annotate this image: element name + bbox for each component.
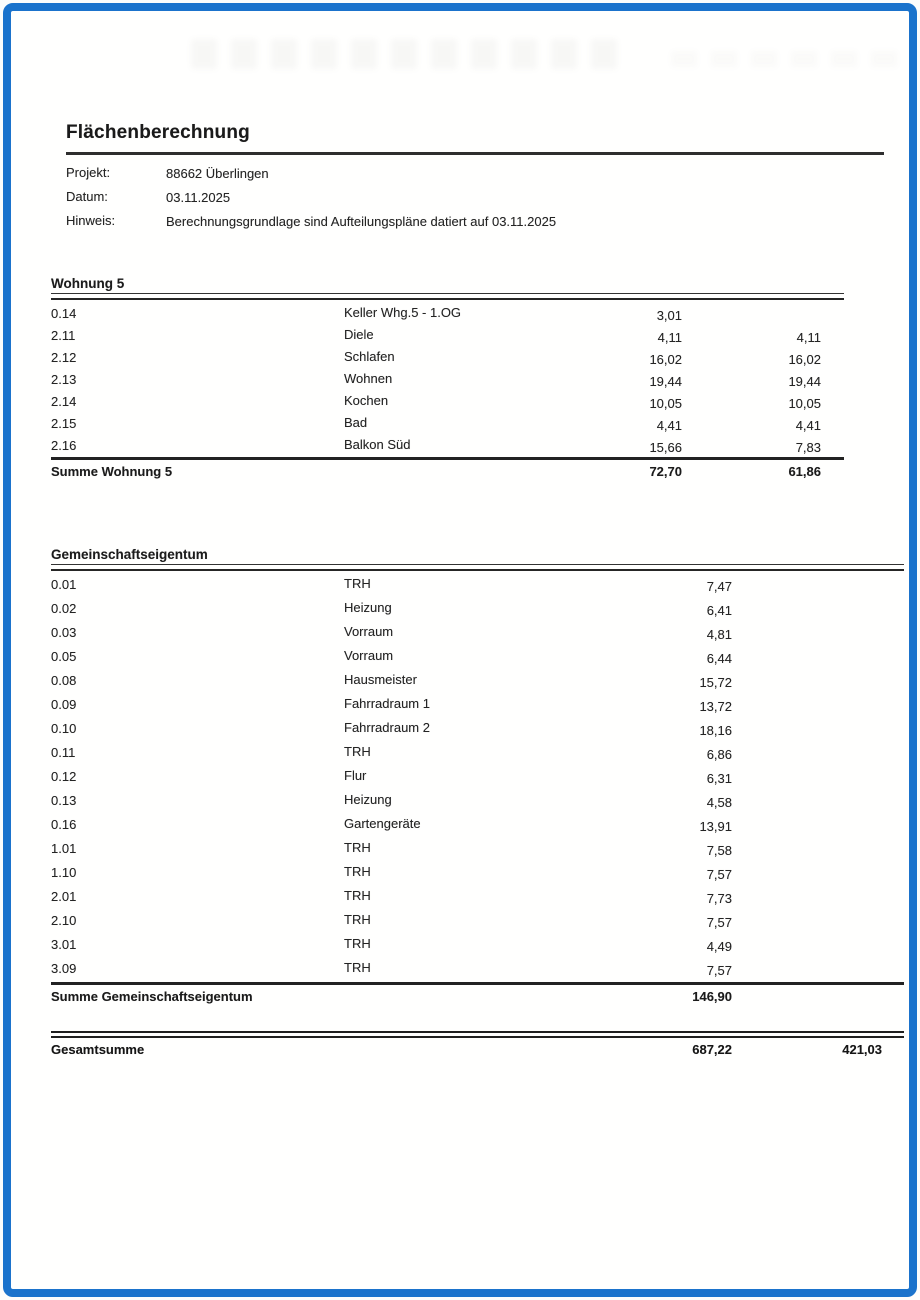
- area-value: 4,58: [706, 795, 732, 810]
- table-row: [51, 814, 882, 838]
- room-name: Gartengeräte: [344, 816, 421, 831]
- room-number: 0.10: [51, 721, 77, 736]
- table-row: [51, 886, 882, 910]
- room-number: 0.01: [51, 577, 77, 592]
- room-number: 0.11: [51, 745, 76, 760]
- table-row: [51, 742, 882, 766]
- meta-value: Berechnungsgrundlage sind Aufteilungspläne datiert auf 03.11.2025: [166, 214, 557, 229]
- room-name: Balkon Süd: [344, 437, 411, 452]
- area-value: 6,44: [706, 651, 732, 666]
- area-value: 4,11: [657, 330, 682, 345]
- meta-label: Hinweis:: [66, 213, 116, 228]
- area-value: 6,31: [706, 771, 732, 786]
- summary-row: [51, 985, 882, 1007]
- table-row: [51, 622, 882, 646]
- area-value: 7,47: [706, 579, 732, 594]
- room-number: 1.10: [51, 865, 77, 880]
- room-number: 0.05: [51, 649, 77, 664]
- table-row: [51, 838, 882, 862]
- page-title: Flächenberechnung: [66, 122, 250, 143]
- room-number: 0.14: [51, 306, 77, 321]
- area-value-living: 16,02: [788, 352, 821, 367]
- table-row: [51, 391, 882, 413]
- area-value: 18,16: [699, 723, 732, 738]
- area-value: 7,73: [706, 891, 732, 906]
- room-name: Flur: [344, 768, 367, 783]
- room-name: Bad: [344, 415, 368, 430]
- room-name: TRH: [344, 576, 371, 591]
- meta-row: [66, 210, 886, 234]
- table-row: [51, 910, 882, 934]
- area-value: 4,81: [706, 627, 732, 642]
- table-row: [51, 435, 882, 457]
- room-number: 2.11: [51, 328, 76, 343]
- meta-block: [66, 162, 886, 234]
- area-value: 15,66: [649, 440, 682, 455]
- area-value: 7,58: [706, 843, 732, 858]
- table-row: [51, 718, 882, 742]
- table-top-rule: [51, 569, 904, 572]
- room-name: TRH: [344, 864, 371, 879]
- area-value: 4,49: [706, 939, 732, 954]
- meta-value: 03.11.2025: [166, 190, 231, 205]
- room-number: 2.12: [51, 350, 77, 365]
- room-number: 0.08: [51, 673, 77, 688]
- area-value: 7,57: [706, 963, 732, 978]
- room-name: TRH: [344, 744, 371, 759]
- table-row: [51, 369, 882, 391]
- room-number: 2.10: [51, 913, 77, 928]
- title-rule: [66, 152, 884, 155]
- room-number: 2.14: [51, 394, 77, 409]
- table-row: [51, 646, 882, 670]
- table-top-rule: [51, 298, 844, 301]
- room-name: TRH: [344, 888, 371, 903]
- summary-total: 146,90: [692, 988, 732, 1004]
- room-number: 3.01: [51, 937, 77, 952]
- grand-total-value-living: 421,03: [842, 1041, 882, 1057]
- area-value-living: 10,05: [788, 396, 821, 411]
- area-value: 13,91: [699, 819, 732, 834]
- section-gemeinschaftseigentum: [51, 547, 882, 1007]
- room-name: Diele: [344, 327, 374, 342]
- area-value: 4,41: [656, 418, 682, 433]
- room-name: Fahrradraum 1: [344, 696, 430, 711]
- room-number: 3.09: [51, 961, 77, 976]
- room-number: 2.15: [51, 416, 77, 431]
- area-value: 6,86: [706, 747, 732, 762]
- room-number: 0.02: [51, 601, 77, 616]
- summary-total-living: 61,86: [788, 463, 821, 479]
- grand-total: [51, 1031, 882, 1060]
- area-value-living: 19,44: [788, 374, 821, 389]
- section-wohnung-5: [51, 276, 882, 482]
- room-number: 0.03: [51, 625, 77, 640]
- room-name: Kochen: [344, 393, 389, 408]
- room-name: TRH: [344, 960, 371, 975]
- room-name: TRH: [344, 912, 371, 927]
- table-row: [51, 325, 882, 347]
- table-rows: [51, 574, 882, 982]
- area-value: 16,02: [649, 352, 682, 367]
- room-name: Fahrradraum 2: [344, 720, 430, 735]
- summary-label: Summe Wohnung 5: [51, 463, 173, 479]
- room-name: Hausmeister: [344, 672, 417, 687]
- area-value: 6,41: [706, 603, 732, 618]
- section-title: Wohnung 5: [51, 276, 844, 294]
- table-row: [51, 934, 882, 958]
- room-name: Schlafen: [344, 349, 395, 364]
- table-rows: [51, 303, 882, 457]
- room-number: 0.12: [51, 769, 77, 784]
- scan-artifact: [191, 39, 621, 69]
- grand-total-label: Gesamtsumme: [51, 1041, 145, 1057]
- room-number: 1.01: [51, 841, 77, 856]
- summary-label: Summe Gemeinschaftseigentum: [51, 988, 253, 1004]
- table-row: [51, 694, 882, 718]
- meta-value: 88662 Überlingen: [166, 166, 269, 181]
- summary-row: [51, 460, 882, 482]
- area-value: 13,72: [699, 699, 732, 714]
- grand-total-row: [51, 1038, 882, 1060]
- room-name: Heizung: [344, 792, 392, 807]
- room-name: Vorraum: [344, 648, 394, 663]
- table-row: [51, 598, 882, 622]
- table-row: [51, 303, 882, 325]
- room-number: 0.09: [51, 697, 77, 712]
- room-number: 2.13: [51, 372, 77, 387]
- summary-total: 72,70: [649, 463, 682, 479]
- table-row: [51, 574, 882, 598]
- room-name: Vorraum: [344, 624, 394, 639]
- room-name: TRH: [344, 840, 371, 855]
- room-name: Heizung: [344, 600, 392, 615]
- table-row: [51, 958, 882, 982]
- room-number: 0.13: [51, 793, 77, 808]
- area-value: 10,05: [649, 396, 682, 411]
- grand-total-rule: [51, 1031, 904, 1033]
- meta-row: [66, 162, 886, 186]
- area-value-living: 4,41: [795, 418, 821, 433]
- area-value-living: 4,11: [796, 330, 821, 345]
- area-value: 3,01: [656, 308, 682, 323]
- area-value-living: 7,83: [795, 440, 821, 455]
- table-row: [51, 347, 882, 369]
- room-name: TRH: [344, 936, 371, 951]
- meta-row: [66, 186, 886, 210]
- table-row: [51, 766, 882, 790]
- scan-border: [3, 3, 917, 1297]
- area-value: 15,72: [699, 675, 732, 690]
- room-number: 2.16: [51, 438, 77, 453]
- section-title: Gemeinschaftseigentum: [51, 547, 904, 565]
- table-row: [51, 413, 882, 435]
- table-row: [51, 790, 882, 814]
- meta-label: Datum:: [66, 189, 108, 204]
- room-number: 0.16: [51, 817, 77, 832]
- room-name: Wohnen: [344, 371, 393, 386]
- grand-total-value: 687,22: [692, 1041, 732, 1057]
- area-value: 19,44: [649, 374, 682, 389]
- document-page: [51, 21, 882, 1279]
- table-row: [51, 670, 882, 694]
- room-number: 2.01: [51, 889, 77, 904]
- area-value: 7,57: [706, 867, 732, 882]
- scan-artifact: [671, 51, 901, 67]
- table-row: [51, 862, 882, 886]
- room-name: Keller Whg.5 - 1.OG: [344, 305, 462, 320]
- area-value: 7,57: [706, 915, 732, 930]
- meta-label: Projekt:: [66, 165, 111, 180]
